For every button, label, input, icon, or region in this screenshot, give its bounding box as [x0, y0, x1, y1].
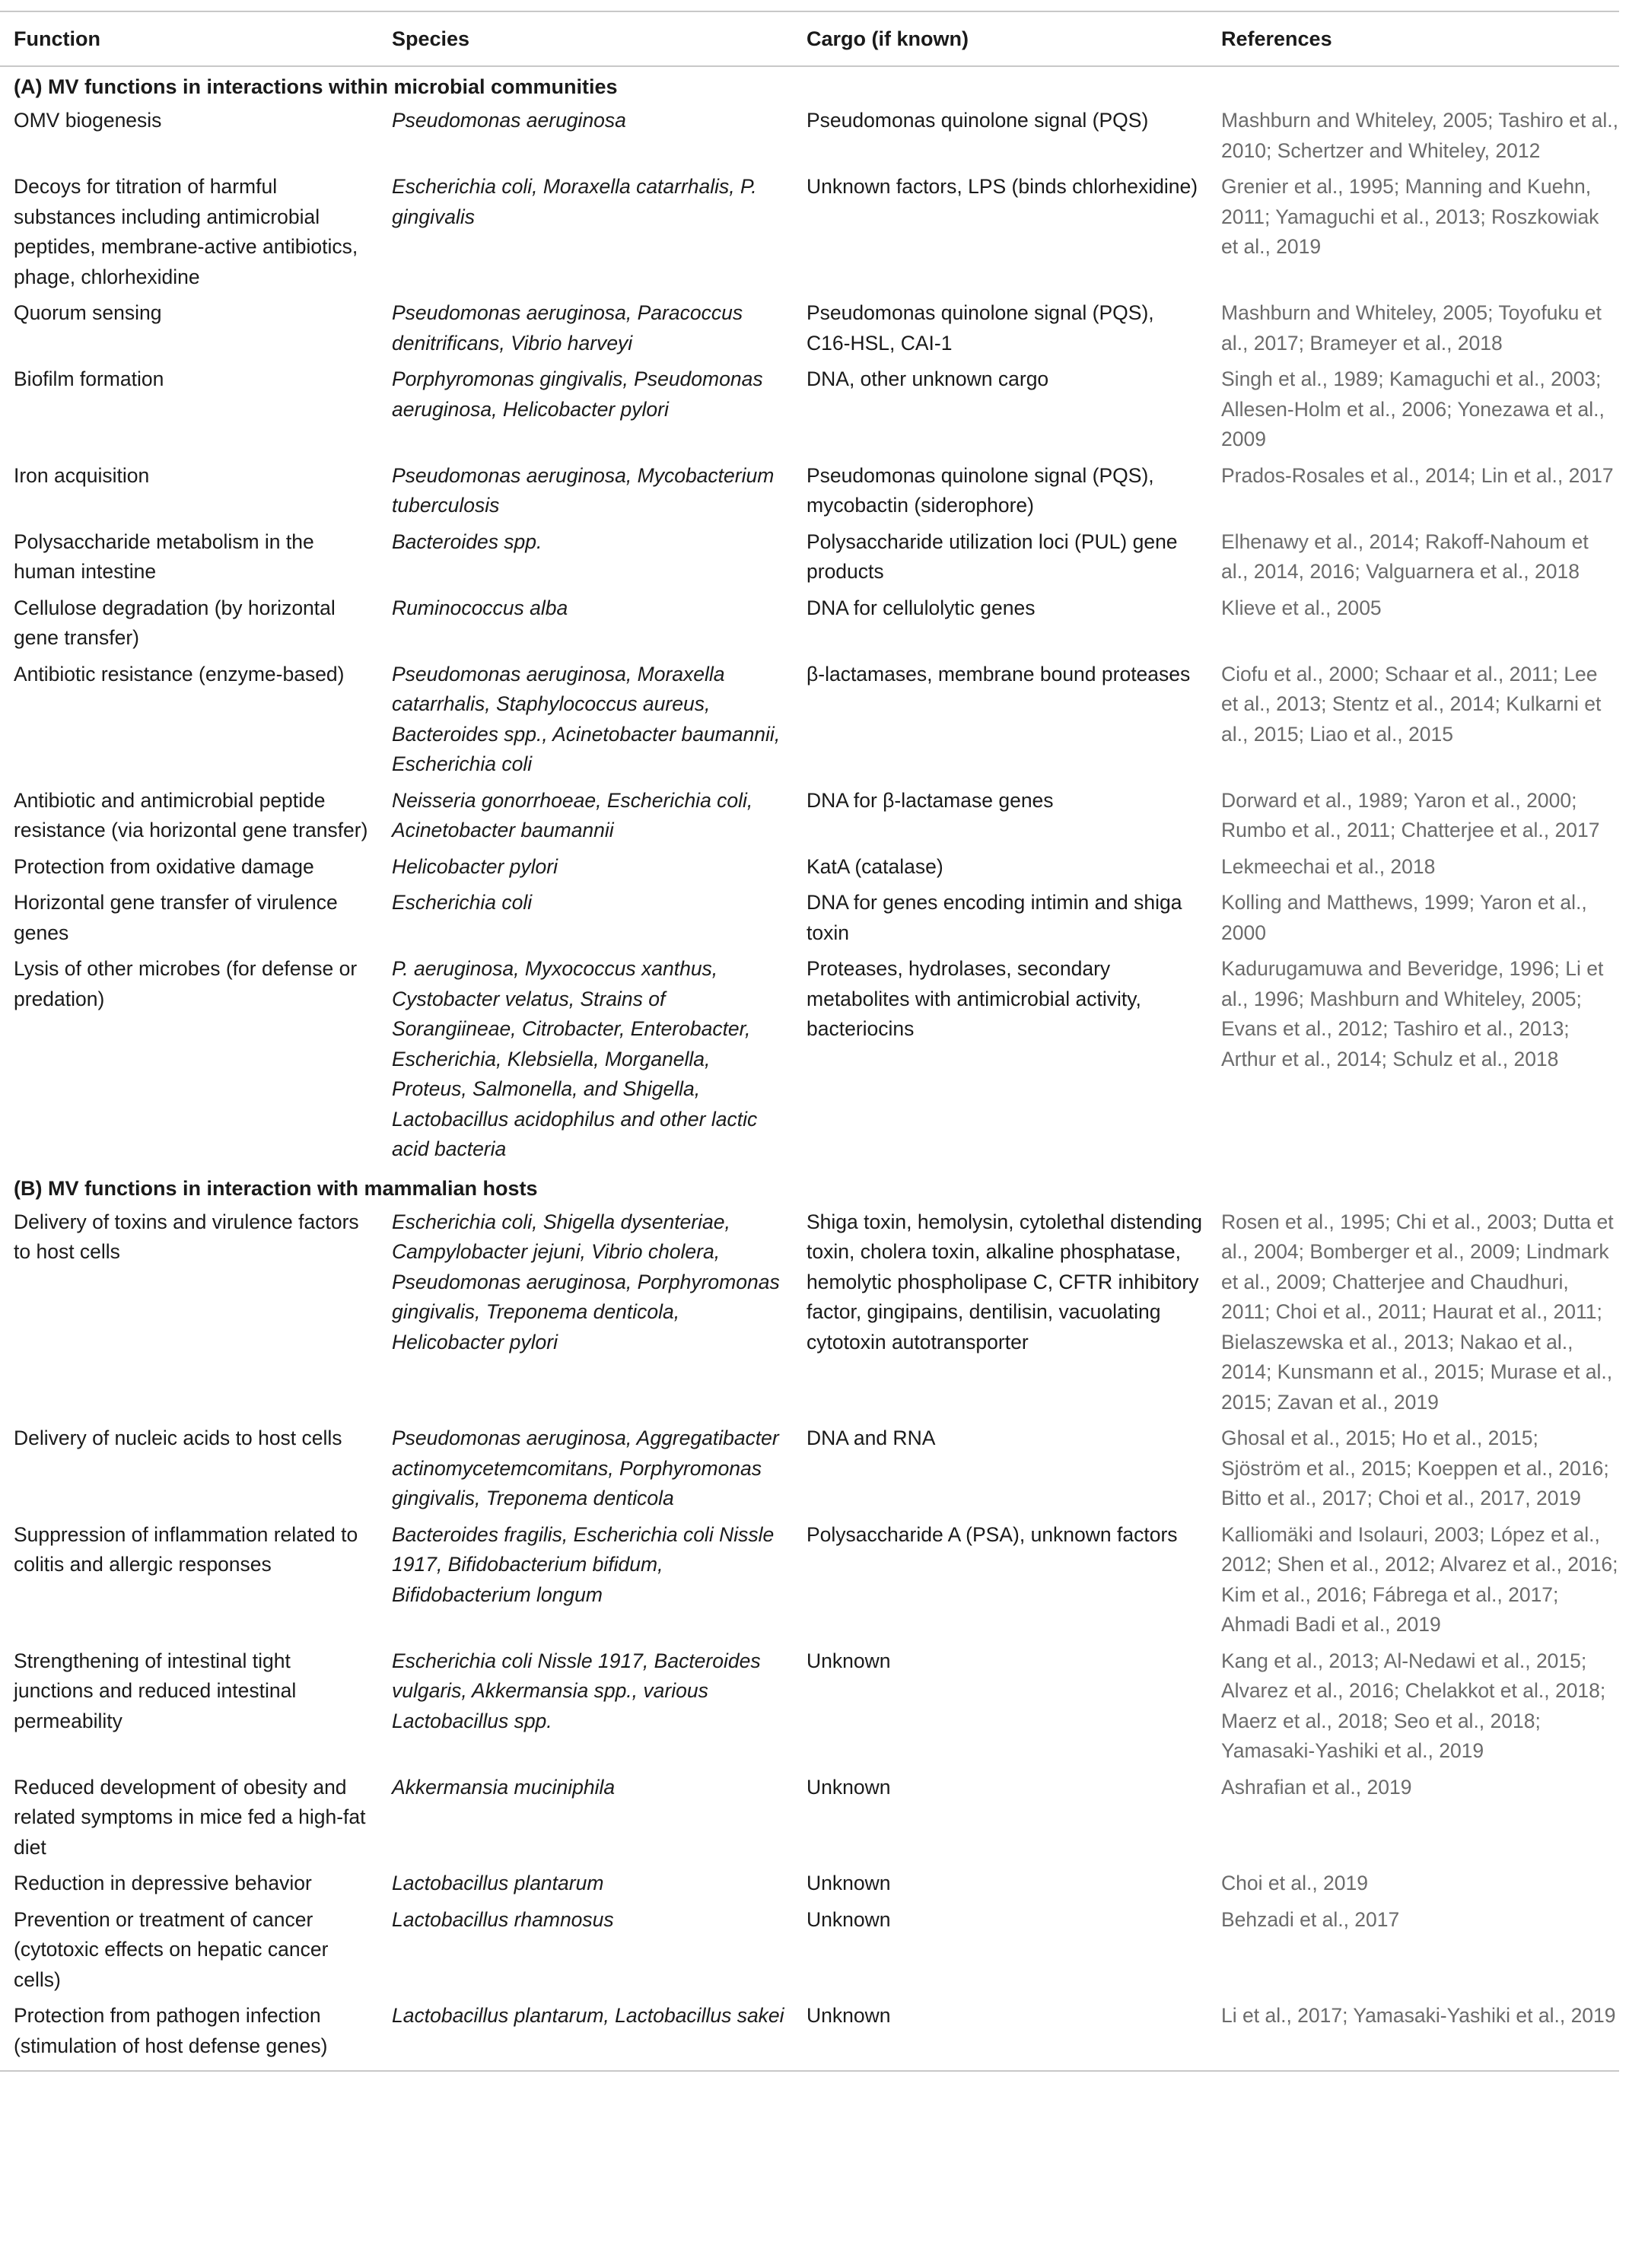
cell-references: Grenier et al., 1995; Manning and Kuehn, 2011; Yamaguchi et al., 2013; Roszkowiak et al., 2019 [1221, 175, 1599, 258]
table-row [0, 525, 1619, 591]
cell-cargo: Unknown [807, 1649, 891, 1672]
cell-species: Pseudomonas aeruginosa [392, 109, 626, 132]
cell-species: Bacteroides spp. [392, 530, 542, 553]
header-species: Species [378, 11, 793, 66]
table-header [0, 11, 1619, 66]
mv-functions-table [0, 11, 1619, 2072]
cell-cargo: Pseudomonas quinolone signal (PQS), mycobactin (siderophore) [807, 463, 1154, 517]
cell-references: Dorward et al., 1989; Yaron et al., 2000; Rumbo et al., 2011; Chatterjee et al., 2017 [1221, 788, 1600, 841]
cell-species: Ruminococcus alba [392, 596, 568, 619]
cell-function: Delivery of toxins and virulence factors to host cells [14, 1210, 359, 1263]
section-title: (A) MV functions in interactions within microbial communities [14, 75, 618, 98]
cell-references: Lekmeechai et al., 2018 [1221, 854, 1436, 878]
cell-species: Lactobacillus rhamnosus [392, 1907, 614, 1931]
cell-references: Kang et al., 2013; Al-Nedawi et al., 2015; Alvarez et al., 2016; Chelakkot et al., 2018; Maerz et al., 2018; Seo et al., 2018; Yamasaki-Yashiki et al., 2019 [1221, 1649, 1606, 1762]
table-row [0, 1999, 1619, 2071]
cell-cargo: Pseudomonas quinolone signal (PQS) [807, 109, 1149, 132]
cell-references: Kolling and Matthews, 1999; Yaron et al., 2000 [1221, 891, 1587, 944]
table-row [0, 1421, 1619, 1518]
cell-function: Strengthening of intestinal tight junctions and reduced intestinal permeability [14, 1649, 297, 1732]
cell-cargo: Proteases, hydrolases, secondary metabolites with antimicrobial activity, bacteriocins [807, 957, 1141, 1040]
cell-function: Lysis of other microbes (for defense or predation) [14, 957, 358, 1010]
table-body [0, 66, 1619, 2071]
table-row [0, 296, 1619, 362]
cell-species: Porphyromonas gingivalis, Pseudomonas aeruginosa, Helicobacter pylori [392, 367, 763, 421]
cell-references: Prados-Rosales et al., 2014; Lin et al., 2017 [1221, 463, 1614, 487]
cell-references: Singh et al., 1989; Kamaguchi et al., 2003; Allesen-Holm et al., 2006; Yonezawa et al., 2009 [1221, 367, 1605, 450]
cell-cargo: Pseudomonas quinolone signal (PQS), C16-HSL, CAI-1 [807, 301, 1154, 355]
cell-references: Kadurugamuwa and Beveridge, 1996; Li et al., 1996; Mashburn and Whiteley, 2005; Evans et al., 2012; Tashiro et al., 2013; Arthur et al., 2014; Schulz et al., 2018 [1221, 957, 1604, 1070]
cell-function: Reduced development of obesity and related symptoms in mice fed a high-fat diet [14, 1775, 366, 1859]
cell-species: Escherichia coli, Shigella dysenteriae, Campylobacter jejuni, Vibrio cholera, Pseudomonas aeruginosa, Porphyromonas gingivalis, Treponema denticola, Helicobacter pylori [392, 1210, 780, 1353]
cell-function: OMV biogenesis [14, 109, 162, 132]
table-row [0, 362, 1619, 459]
cell-references: Klieve et al., 2005 [1221, 596, 1382, 619]
cell-species: Escherichia coli, Moraxella catarrhalis, P. gingivalis [392, 175, 757, 228]
section-row [0, 1169, 1619, 1205]
cell-species: Helicobacter pylori [392, 854, 558, 878]
cell-cargo: Unknown [793, 1999, 1207, 2071]
cell-species: Pseudomonas aeruginosa, Mycobacterium tuberculosis [392, 463, 775, 517]
cell-species: Pseudomonas aeruginosa, Moraxella catarrhalis, Staphylococcus aureus, Bacteroides spp., Acinetobacter baumannii, Escherichia coli [392, 662, 781, 775]
table-row [0, 103, 1619, 170]
table-row [0, 1518, 1619, 1644]
cell-function: Protection from oxidative damage [14, 854, 314, 878]
table-row [0, 784, 1619, 850]
header-references: References [1207, 11, 1619, 66]
cell-function: Reduction in depressive behavior [14, 1872, 312, 1894]
table-row [0, 1903, 1619, 1999]
cell-species: P. aeruginosa, Myxococcus xanthus, Cystobacter velatus, Strains of Sorangiineae, Citrobacter, Enterobacter, Escherichia, Klebsiella, Morganella, Proteus, Salmonella, and Shigella, Lactobacillus acidophilus and other lactic acid bacteria [392, 957, 758, 1160]
cell-cargo: DNA and RNA [807, 1427, 936, 1449]
section-title: (B) MV functions in interaction with mammalian hosts [14, 1176, 538, 1200]
cell-references: Ashrafian et al., 2019 [1221, 1775, 1412, 1799]
cell-function: Decoys for titration of harmful substances including antimicrobial peptides, membrane-active antibiotics, phage, chlorhexidine [14, 175, 358, 288]
header-cargo: Cargo (if known) [793, 11, 1207, 66]
cell-cargo: β-lactamases, membrane bound proteases [807, 662, 1191, 685]
cell-function: Delivery of nucleic acids to host cells [14, 1427, 342, 1449]
cell-species: Pseudomonas aeruginosa, Paracoccus denitrificans, Vibrio harveyi [392, 301, 743, 355]
cell-species: Lactobacillus plantarum [392, 1872, 604, 1894]
table-row [0, 459, 1619, 525]
cell-function: Cellulose degradation (by horizontal gene transfer) [14, 596, 336, 649]
cell-references: Mashburn and Whiteley, 2005; Toyofuku et al., 2017; Brameyer et al., 2018 [1221, 301, 1602, 355]
cell-function: Prevention or treatment of cancer (cytotoxic effects on hepatic cancer cells) [14, 1907, 329, 1991]
cell-function: Suppression of inflammation related to colitis and allergic responses [14, 1522, 358, 1576]
cell-cargo: DNA for genes encoding intimin and shiga toxin [807, 891, 1182, 944]
table-row [0, 170, 1619, 296]
cell-species: Pseudomonas aeruginosa, Aggregatibacter actinomycetemcomitans, Porphyromonas gingivalis, Treponema denticola [392, 1427, 779, 1509]
cell-cargo: Unknown [807, 1775, 891, 1799]
cell-cargo: Unknown [807, 1872, 891, 1894]
cell-function: Horizontal gene transfer of virulence genes [14, 891, 338, 944]
cell-cargo: Unknown [807, 1907, 891, 1931]
cell-species: Lactobacillus plantarum, Lactobacillus sakei [378, 1999, 793, 2071]
table-row [0, 850, 1619, 886]
cell-references: Mashburn and Whiteley, 2005; Tashiro et al., 2010; Schertzer and Whiteley, 2012 [1221, 109, 1618, 162]
cell-references: Rosen et al., 1995; Chi et al., 2003; Dutta et al., 2004; Bomberger et al., 2009; Lindmark et al., 2009; Chatterjee and Chaudhuri, 2011; Choi et al., 2011; Haurat et al., 2011; Bielaszewska et al., 2013; Nakao et al., 2014; Kunsmann et al., 2015; Murase et al., 2015; Zavan et al., 2019 [1221, 1210, 1614, 1414]
table-row [0, 591, 1619, 657]
header-function: Function [0, 11, 378, 66]
cell-cargo: DNA for cellulolytic genes [807, 596, 1036, 619]
cell-function: Antibiotic and antimicrobial peptide resistance (via horizontal gene transfer) [14, 788, 368, 841]
cell-function: Antibiotic resistance (enzyme-based) [14, 662, 345, 685]
cell-function: Protection from pathogen infection (stimulation of host defense genes) [0, 1999, 378, 2071]
cell-references: Kalliomäki and Isolauri, 2003; López et al., 2012; Shen et al., 2012; Alvarez et al., 2016; Kim et al., 2016; Fábrega et al., 2017; Ahmadi Badi et al., 2019 [1221, 1522, 1618, 1636]
cell-references: Ghosal et al., 2015; Ho et al., 2015; Sjöström et al., 2015; Koeppen et al., 2016; Bitto et al., 2017; Choi et al., 2017, 2019 [1221, 1427, 1609, 1509]
cell-function: Iron acquisition [14, 463, 150, 487]
table-row [0, 1866, 1619, 1903]
cell-cargo: Polysaccharide A (PSA), unknown factors [807, 1522, 1178, 1546]
cell-species: Bacteroides fragilis, Escherichia coli Nissle 1917, Bifidobacterium bifidum, Bifidobacterium longum [392, 1522, 775, 1606]
cell-cargo: DNA for β-lactamase genes [807, 788, 1054, 812]
table-row [0, 1770, 1619, 1867]
cell-references: Behzadi et al., 2017 [1221, 1907, 1400, 1931]
table-row [0, 886, 1619, 952]
cell-references: Choi et al., 2019 [1221, 1872, 1368, 1894]
cell-references: Elhenawy et al., 2014; Rakoff-Nahoum et al., 2014, 2016; Valguarnera et al., 2018 [1221, 530, 1589, 583]
section-row [0, 66, 1619, 103]
cell-species: Neisseria gonorrhoeae, Escherichia coli, Acinetobacter baumannii [392, 788, 753, 841]
table-row [0, 1205, 1619, 1422]
cell-cargo: Polysaccharide utilization loci (PUL) gene products [807, 530, 1178, 583]
header-row [0, 11, 1619, 66]
cell-species: Escherichia coli [392, 891, 533, 914]
cell-function: Quorum sensing [14, 301, 162, 324]
cell-cargo: KatA (catalase) [807, 854, 943, 878]
cell-function: Biofilm formation [14, 367, 164, 390]
cell-species: Akkermansia muciniphila [392, 1775, 616, 1799]
cell-cargo: Unknown factors, LPS (binds chlorhexidine) [807, 175, 1198, 198]
cell-references: Ciofu et al., 2000; Schaar et al., 2011; Lee et al., 2013; Stentz et al., 2014; Kulkarni et al., 2015; Liao et al., 2015 [1221, 662, 1602, 746]
cell-cargo: Shiga toxin, hemolysin, cytolethal distending toxin, cholera toxin, alkaline phosphatase, hemolytic phospholipase C, CFTR inhibitory factor, gingipains, dentilisin, vacuolating cytotoxin autotransporter [807, 1210, 1202, 1353]
cell-function: Polysaccharide metabolism in the human intestine [14, 530, 314, 583]
table-row [0, 952, 1619, 1169]
table-row [0, 657, 1619, 784]
cell-species: Escherichia coli Nissle 1917, Bacteroides vulgaris, Akkermansia spp., various Lactobacillus spp. [392, 1649, 761, 1732]
cell-cargo: DNA, other unknown cargo [807, 367, 1049, 390]
cell-references: Li et al., 2017; Yamasaki-Yashiki et al., 2019 [1207, 1999, 1619, 2071]
table-row [0, 1644, 1619, 1770]
